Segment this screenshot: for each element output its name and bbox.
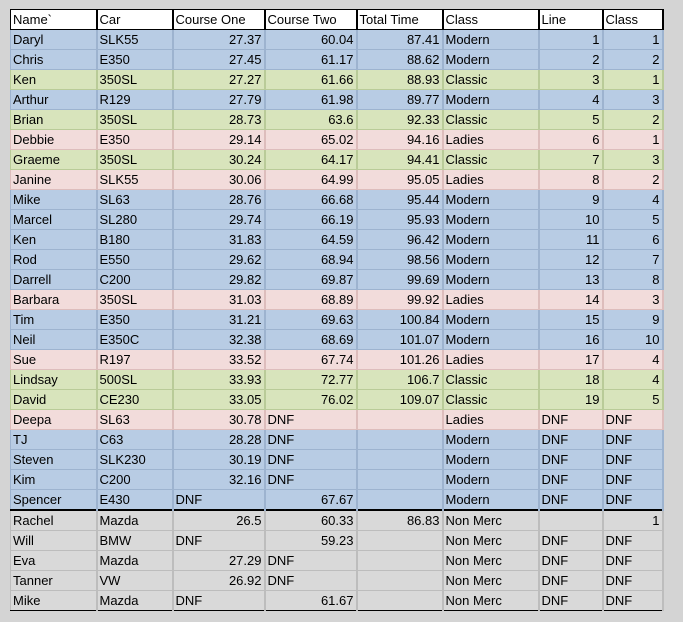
table-row [11,90,663,110]
cell-line[interactable]: 19 [539,390,603,410]
table-row [11,551,663,571]
cell-class-rank[interactable]: 1 [603,510,663,531]
cell-course-one[interactable]: 30.19 [173,450,265,470]
cell-course-one[interactable]: 31.21 [173,310,265,330]
table-row [11,571,663,591]
cell-class-rank[interactable]: 5 [603,210,663,230]
cell-class[interactable]: Classic [443,390,539,410]
cell-car[interactable]: 350SL [97,70,173,90]
cell-course-two[interactable]: 63.6 [265,110,357,130]
cell-line[interactable]: 13 [539,270,603,290]
cell-class-rank[interactable]: 10 [603,330,663,350]
cell-line[interactable]: 9 [539,190,603,210]
cell-class[interactable]: Modern [443,270,539,290]
cell-course-two[interactable]: 64.59 [265,230,357,250]
cell-class[interactable]: Non Merc [443,591,539,611]
cell-car[interactable]: Mazda [97,510,173,531]
cell-class[interactable]: Modern [443,470,539,490]
cell-course-one[interactable]: 28.73 [173,110,265,130]
cell-class-rank[interactable]: DNF [603,430,663,450]
cell-line[interactable]: 1 [539,30,603,50]
cell-course-one[interactable]: DNF [173,591,265,611]
table-row [11,430,663,450]
cell-name[interactable]: Tim [11,310,97,330]
table-row [11,110,663,130]
header-course-two[interactable]: Course Two [265,10,357,30]
cell-class-rank[interactable]: DNF [603,571,663,591]
cell-name[interactable]: Arthur [11,90,97,110]
header-total-time[interactable]: Total Time [357,10,443,30]
cell-name[interactable]: Barbara [11,290,97,310]
cell-total-time[interactable]: 87.41 [357,30,443,50]
cell-course-two[interactable]: 65.02 [265,130,357,150]
cell-name[interactable]: Kim [11,470,97,490]
cell-class[interactable]: Ladies [443,350,539,370]
cell-line[interactable]: DNF [539,571,603,591]
cell-class[interactable]: Ladies [443,170,539,190]
cell-class-rank[interactable]: DNF [603,490,663,511]
cell-name[interactable]: Graeme [11,150,97,170]
cell-name[interactable]: Mike [11,591,97,611]
cell-course-one[interactable]: 31.03 [173,290,265,310]
cell-class-rank[interactable]: 1 [603,30,663,50]
cell-total-time[interactable]: 95.93 [357,210,443,230]
cell-car[interactable]: 350SL [97,150,173,170]
cell-line[interactable]: DNF [539,470,603,490]
table-row [11,390,663,410]
cell-line[interactable]: 3 [539,70,603,90]
cell-class[interactable]: Non Merc [443,531,539,551]
cell-car[interactable]: VW [97,571,173,591]
table-row [11,531,663,551]
cell-total-time[interactable]: 99.69 [357,270,443,290]
table-row [11,130,663,150]
cell-car[interactable]: E350 [97,130,173,150]
cell-name[interactable]: Steven [11,450,97,470]
cell-name[interactable]: Ken [11,70,97,90]
cell-total-time[interactable]: 100.84 [357,310,443,330]
cell-car[interactable]: E350 [97,50,173,70]
cell-class-rank[interactable]: 3 [603,90,663,110]
cell-class-rank[interactable]: DNF [603,450,663,470]
cell-total-time[interactable]: 95.44 [357,190,443,210]
cell-line[interactable]: DNF [539,531,603,551]
cell-course-one[interactable]: 30.24 [173,150,265,170]
cell-name[interactable]: Brian [11,110,97,130]
cell-class-rank[interactable]: 2 [603,50,663,70]
cell-class[interactable]: Modern [443,30,539,50]
table-row [11,370,663,390]
cell-course-one[interactable]: 30.06 [173,170,265,190]
cell-name[interactable]: Spencer [11,490,97,511]
cell-class[interactable]: Modern [443,210,539,230]
cell-name[interactable]: Janine [11,170,97,190]
cell-course-one[interactable]: 26.92 [173,571,265,591]
cell-class[interactable]: Modern [443,490,539,511]
cell-name[interactable]: Neil [11,330,97,350]
cell-total-time[interactable] [357,430,443,450]
cell-course-two[interactable]: DNF [265,551,357,571]
results-table [10,9,664,611]
cell-name[interactable]: Rod [11,250,97,270]
cell-course-two[interactable]: 61.98 [265,90,357,110]
cell-car[interactable]: SLK55 [97,30,173,50]
cell-car[interactable]: E430 [97,490,173,511]
table-row [11,591,663,611]
cell-car[interactable]: E350 [97,310,173,330]
cell-car[interactable]: SLK55 [97,170,173,190]
cell-course-two[interactable]: 69.87 [265,270,357,290]
cell-course-one[interactable]: 29.82 [173,270,265,290]
cell-class[interactable]: Modern [443,330,539,350]
cell-course-two[interactable]: 67.74 [265,350,357,370]
cell-class[interactable]: Classic [443,370,539,390]
table-row [11,30,663,50]
cell-car[interactable]: SL63 [97,190,173,210]
cell-class[interactable]: Ladies [443,290,539,310]
cell-class-rank[interactable]: DNF [603,410,663,430]
cell-total-time[interactable]: 99.92 [357,290,443,310]
cell-course-one[interactable]: 30.78 [173,410,265,430]
cell-class[interactable]: Non Merc [443,551,539,571]
cell-total-time[interactable] [357,470,443,490]
table-row [11,50,663,70]
cell-car[interactable]: CE230 [97,390,173,410]
cell-name[interactable]: Lindsay [11,370,97,390]
cell-line[interactable]: 11 [539,230,603,250]
cell-car[interactable]: C63 [97,430,173,450]
cell-name[interactable]: Mike [11,190,97,210]
cell-class-rank[interactable]: 8 [603,270,663,290]
cell-class-rank[interactable]: 7 [603,250,663,270]
cell-class[interactable]: Non Merc [443,510,539,531]
cell-name[interactable]: Rachel [11,510,97,531]
cell-class[interactable]: Modern [443,430,539,450]
cell-course-one[interactable]: 29.14 [173,130,265,150]
cell-name[interactable]: Tanner [11,571,97,591]
cell-class-rank[interactable]: 4 [603,190,663,210]
header-car[interactable]: Car [97,10,173,30]
cell-car[interactable]: BMW [97,531,173,551]
cell-name[interactable]: Sue [11,350,97,370]
cell-course-two[interactable]: 68.89 [265,290,357,310]
cell-course-one[interactable]: 28.28 [173,430,265,450]
table-row [11,510,663,531]
cell-total-time[interactable]: 101.26 [357,350,443,370]
table-row [11,350,663,370]
cell-line[interactable]: 5 [539,110,603,130]
cell-name[interactable]: Will [11,531,97,551]
cell-course-one[interactable]: 27.37 [173,30,265,50]
cell-class-rank[interactable]: 2 [603,170,663,190]
cell-line[interactable]: 7 [539,150,603,170]
cell-line[interactable]: 4 [539,90,603,110]
table-row [11,470,663,490]
cell-class-rank[interactable]: 6 [603,230,663,250]
table-row [11,70,663,90]
table-row [11,210,663,230]
cell-name[interactable]: TJ [11,430,97,450]
cell-name[interactable]: Marcel [11,210,97,230]
cell-line[interactable]: DNF [539,430,603,450]
cell-class[interactable]: Ladies [443,410,539,430]
cell-car[interactable]: E350C [97,330,173,350]
table-row [11,230,663,250]
cell-line[interactable]: 8 [539,170,603,190]
cell-car[interactable]: Mazda [97,551,173,571]
cell-class-rank[interactable]: 3 [603,150,663,170]
cell-course-two[interactable]: 72.77 [265,370,357,390]
cell-car[interactable]: 500SL [97,370,173,390]
cell-total-time[interactable]: 94.16 [357,130,443,150]
table-row [11,330,663,350]
header-class[interactable]: Class [443,10,539,30]
cell-total-time[interactable] [357,490,443,511]
cell-name[interactable]: Deepa [11,410,97,430]
cell-car[interactable]: 350SL [97,110,173,130]
cell-line[interactable]: DNF [539,591,603,611]
cell-class-rank[interactable]: 2 [603,110,663,130]
cell-course-two[interactable]: 64.99 [265,170,357,190]
cell-course-two[interactable]: 61.17 [265,50,357,70]
cell-total-time[interactable]: 98.56 [357,250,443,270]
cell-class-rank[interactable]: 1 [603,70,663,90]
table-row [11,270,663,290]
cell-car[interactable]: SL63 [97,410,173,430]
header-name[interactable]: Name` [11,10,97,30]
cell-class-rank[interactable]: DNF [603,531,663,551]
cell-line[interactable]: 16 [539,330,603,350]
cell-course-two[interactable]: 68.94 [265,250,357,270]
cell-line[interactable]: DNF [539,551,603,571]
cell-line[interactable]: 14 [539,290,603,310]
cell-car[interactable]: R197 [97,350,173,370]
cell-course-two[interactable]: 60.33 [265,510,357,531]
cell-car[interactable]: Mazda [97,591,173,611]
cell-total-time[interactable]: 89.77 [357,90,443,110]
cell-course-one[interactable]: 33.52 [173,350,265,370]
cell-class[interactable]: Modern [443,190,539,210]
cell-line[interactable]: 18 [539,370,603,390]
cell-car[interactable]: SLK230 [97,450,173,470]
cell-total-time[interactable]: 109.07 [357,390,443,410]
table-row [11,290,663,310]
cell-course-one[interactable]: 27.27 [173,70,265,90]
cell-course-one[interactable]: DNF [173,490,265,511]
cell-course-two[interactable]: 67.67 [265,490,357,511]
cell-line[interactable]: DNF [539,410,603,430]
cell-class[interactable]: Non Merc [443,571,539,591]
cell-class-rank[interactable]: 3 [603,290,663,310]
table-row [11,150,663,170]
cell-name[interactable]: Debbie [11,130,97,150]
cell-line[interactable]: 10 [539,210,603,230]
cell-total-time[interactable]: 101.07 [357,330,443,350]
cell-course-two[interactable]: DNF [265,410,357,430]
cell-line[interactable]: DNF [539,490,603,511]
cell-car[interactable]: B180 [97,230,173,250]
cell-course-two[interactable]: 76.02 [265,390,357,410]
cell-course-two[interactable]: 61.67 [265,591,357,611]
cell-total-time[interactable] [357,410,443,430]
cell-car[interactable]: R129 [97,90,173,110]
cell-class[interactable]: Classic [443,150,539,170]
cell-name[interactable]: Darrell [11,270,97,290]
cell-class[interactable]: Modern [443,230,539,250]
cell-name[interactable]: Eva [11,551,97,571]
cell-class-rank[interactable]: 4 [603,370,663,390]
cell-total-time[interactable]: 88.93 [357,70,443,90]
cell-name[interactable]: Daryl [11,30,97,50]
cell-car[interactable]: C200 [97,470,173,490]
cell-course-two[interactable]: DNF [265,430,357,450]
cell-course-two[interactable]: 69.63 [265,310,357,330]
cell-course-one[interactable]: 29.74 [173,210,265,230]
table-row [11,410,663,430]
cell-course-two[interactable]: 64.17 [265,150,357,170]
cell-course-one[interactable]: DNF [173,531,265,551]
cell-course-one[interactable]: 33.93 [173,370,265,390]
cell-course-one[interactable]: 27.29 [173,551,265,571]
cell-class-rank[interactable]: 4 [603,350,663,370]
cell-total-time[interactable] [357,591,443,611]
cell-course-one[interactable]: 31.83 [173,230,265,250]
cell-total-time[interactable] [357,450,443,470]
cell-total-time[interactable]: 106.7 [357,370,443,390]
cell-course-two[interactable]: 68.69 [265,330,357,350]
cell-total-time[interactable]: 92.33 [357,110,443,130]
cell-course-one[interactable]: 32.38 [173,330,265,350]
cell-total-time[interactable]: 95.05 [357,170,443,190]
cell-course-two[interactable]: DNF [265,470,357,490]
header-course-one[interactable]: Course One [173,10,265,30]
cell-total-time[interactable] [357,531,443,551]
cell-line[interactable]: DNF [539,450,603,470]
cell-name[interactable]: Ken [11,230,97,250]
cell-course-two[interactable]: DNF [265,450,357,470]
cell-course-two[interactable]: 59.23 [265,531,357,551]
cell-total-time[interactable] [357,571,443,591]
cell-class-rank[interactable]: DNF [603,551,663,571]
table-row [11,450,663,470]
table-row [11,310,663,330]
cell-class-rank[interactable]: DNF [603,591,663,611]
cell-course-one[interactable]: 33.05 [173,390,265,410]
cell-total-time[interactable]: 86.83 [357,510,443,531]
cell-class-rank[interactable]: DNF [603,470,663,490]
cell-line[interactable]: 6 [539,130,603,150]
cell-class[interactable]: Modern [443,250,539,270]
cell-line[interactable] [539,510,603,531]
cell-course-two[interactable]: 66.19 [265,210,357,230]
cell-course-two[interactable]: 60.04 [265,30,357,50]
cell-line[interactable]: 15 [539,310,603,330]
cell-line[interactable]: 2 [539,50,603,70]
cell-total-time[interactable] [357,551,443,571]
cell-course-two[interactable]: 66.68 [265,190,357,210]
cell-course-one[interactable]: 27.79 [173,90,265,110]
cell-course-one[interactable]: 27.45 [173,50,265,70]
cell-course-one[interactable]: 28.76 [173,190,265,210]
cell-line[interactable]: 17 [539,350,603,370]
cell-class[interactable]: Classic [443,110,539,130]
cell-total-time[interactable]: 94.41 [357,150,443,170]
cell-total-time[interactable]: 96.42 [357,230,443,250]
cell-name[interactable]: David [11,390,97,410]
cell-name[interactable]: Chris [11,50,97,70]
cell-car[interactable]: C200 [97,270,173,290]
cell-class[interactable]: Ladies [443,130,539,150]
cell-course-two[interactable]: DNF [265,571,357,591]
cell-class[interactable]: Modern [443,310,539,330]
header-row [11,10,663,30]
cell-car[interactable]: SL280 [97,210,173,230]
cell-car[interactable]: 350SL [97,290,173,310]
table-row [11,490,663,511]
cell-course-one[interactable]: 29.62 [173,250,265,270]
cell-class[interactable]: Classic [443,70,539,90]
cell-class-rank[interactable]: 5 [603,390,663,410]
cell-class[interactable]: Modern [443,50,539,70]
cell-car[interactable]: E550 [97,250,173,270]
cell-line[interactable]: 12 [539,250,603,270]
cell-class-rank[interactable]: 9 [603,310,663,330]
cell-class[interactable]: Modern [443,90,539,110]
table-row [11,170,663,190]
table-row [11,250,663,270]
header-class-rank[interactable]: Class [603,10,663,30]
table-row [11,190,663,210]
cell-course-one[interactable]: 32.16 [173,470,265,490]
cell-class-rank[interactable]: 1 [603,130,663,150]
cell-class[interactable]: Modern [443,450,539,470]
header-line[interactable]: Line [539,10,603,30]
cell-course-two[interactable]: 61.66 [265,70,357,90]
cell-course-one[interactable]: 26.5 [173,510,265,531]
cell-total-time[interactable]: 88.62 [357,50,443,70]
